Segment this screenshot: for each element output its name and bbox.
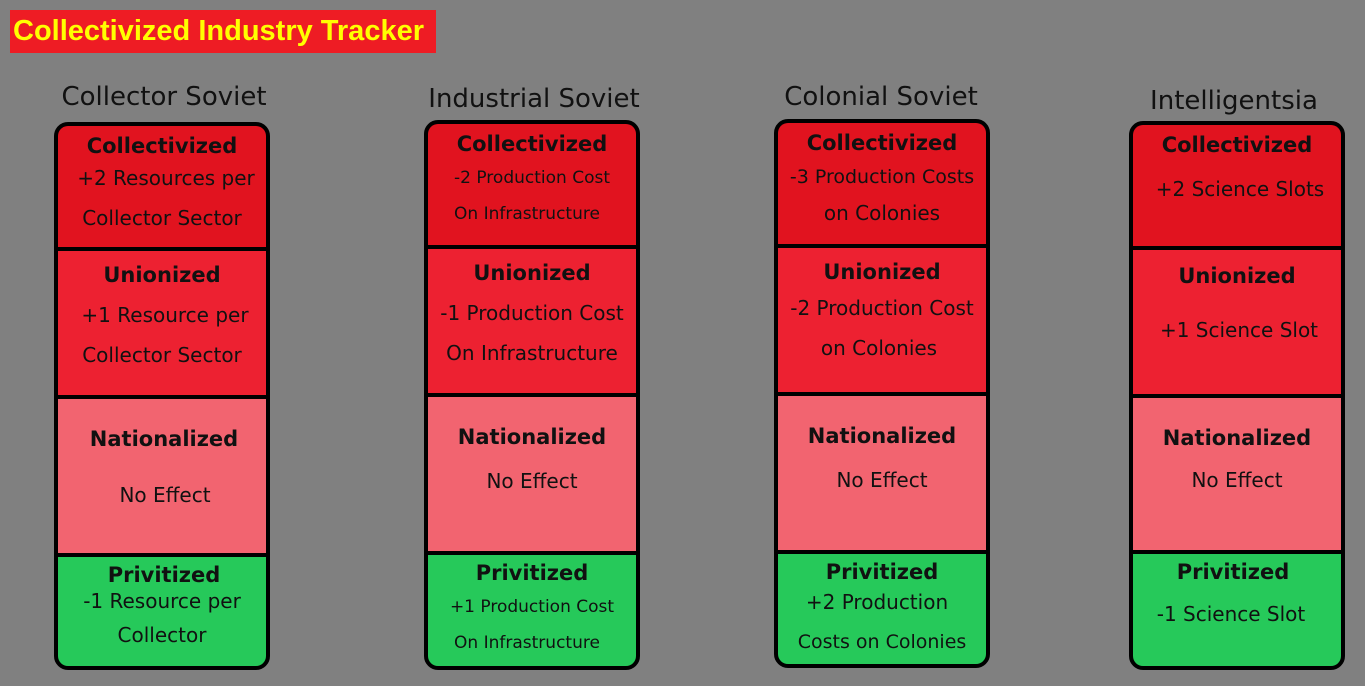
tier-unionized: [1133, 250, 1341, 398]
column-title-intelligentsia: Intelligentsia: [1150, 86, 1318, 116]
effect-line: On Infrastructure: [446, 341, 618, 365]
effect-line: -1 Production Cost: [440, 301, 624, 325]
effect-line: on Colonies: [823, 201, 941, 225]
effect-line: +1 Resource per: [81, 303, 249, 327]
effect-line: +2 Resources per: [77, 166, 255, 190]
effect-line: No Effect: [486, 469, 578, 493]
effect-line: No Effect: [836, 468, 928, 492]
tier-name: Privitized: [475, 561, 589, 585]
tier-name: Collectivized: [1161, 133, 1313, 157]
effect-line: -1 Science Slot: [1156, 602, 1306, 626]
effect-line: +1 Production Cost: [449, 597, 615, 617]
tracker-industrial-soviet: [424, 120, 640, 670]
tier-name: Nationalized: [807, 424, 957, 448]
page-title: Collectivized Industry Tracker: [10, 10, 436, 53]
effect-line: On Infrastructure: [454, 633, 600, 653]
tier-collectivized: [1133, 125, 1341, 250]
effect-line: on Colonies: [820, 336, 938, 360]
tier-privitized: [58, 557, 266, 670]
tier-name: Unionized: [823, 260, 941, 284]
effect-line: -2 Production Cost: [454, 168, 610, 188]
tier-name: Unionized: [103, 263, 221, 287]
effect-line: +2 Production: [805, 590, 949, 614]
tier-privitized: [428, 555, 636, 670]
effect-line: Collector Sector: [82, 343, 242, 367]
effect-line: +2 Science Slots: [1155, 177, 1325, 201]
tier-name: Nationalized: [457, 425, 607, 449]
tier-nationalized: [58, 399, 266, 557]
tier-privitized: [778, 554, 986, 668]
effect-line: No Effect: [1191, 468, 1283, 492]
effect-line: Costs on Colonies: [797, 631, 967, 653]
tier-unionized: [428, 249, 636, 397]
column-title-colonial-soviet: Colonial Soviet: [784, 82, 978, 112]
tier-name: Nationalized: [89, 427, 239, 451]
tier-name: Privitized: [107, 563, 221, 587]
tier-name: Collectivized: [86, 134, 238, 158]
tier-collectivized: [58, 126, 266, 251]
effect-line: -1 Resource per: [83, 589, 241, 613]
effect-line: No Effect: [119, 483, 211, 507]
effect-line: On Infrastructure: [454, 204, 600, 224]
tier-name: Privitized: [1176, 560, 1290, 584]
effect-line: +1 Science Slot: [1159, 318, 1319, 342]
effect-line: -3 Production Costs: [789, 166, 975, 188]
tier-name: Privitized: [825, 560, 939, 584]
tier-name: Unionized: [473, 261, 591, 285]
tier-privitized: [1133, 554, 1341, 670]
tier-collectivized: [428, 124, 636, 249]
tracker-collector-soviet: [54, 122, 270, 670]
effect-line: -2 Production Cost: [790, 296, 974, 320]
tier-collectivized: [778, 123, 986, 248]
tier-nationalized: [428, 397, 636, 555]
tier-nationalized: [778, 396, 986, 554]
effect-line: Collector Sector: [82, 206, 242, 230]
column-title-collector-soviet: Collector Soviet: [61, 82, 267, 112]
tier-name: Collectivized: [456, 132, 608, 156]
tier-name: Unionized: [1178, 264, 1296, 288]
tracker-colonial-soviet: [774, 119, 990, 668]
tier-name: Nationalized: [1162, 426, 1312, 450]
effect-line: Collector: [117, 623, 207, 647]
tier-name: Collectivized: [806, 131, 958, 155]
tracker-intelligentsia: [1129, 121, 1345, 670]
column-title-industrial-soviet: Industrial Soviet: [428, 84, 640, 114]
tier-nationalized: [1133, 398, 1341, 554]
tier-unionized: [778, 248, 986, 396]
tier-unionized: [58, 251, 266, 399]
